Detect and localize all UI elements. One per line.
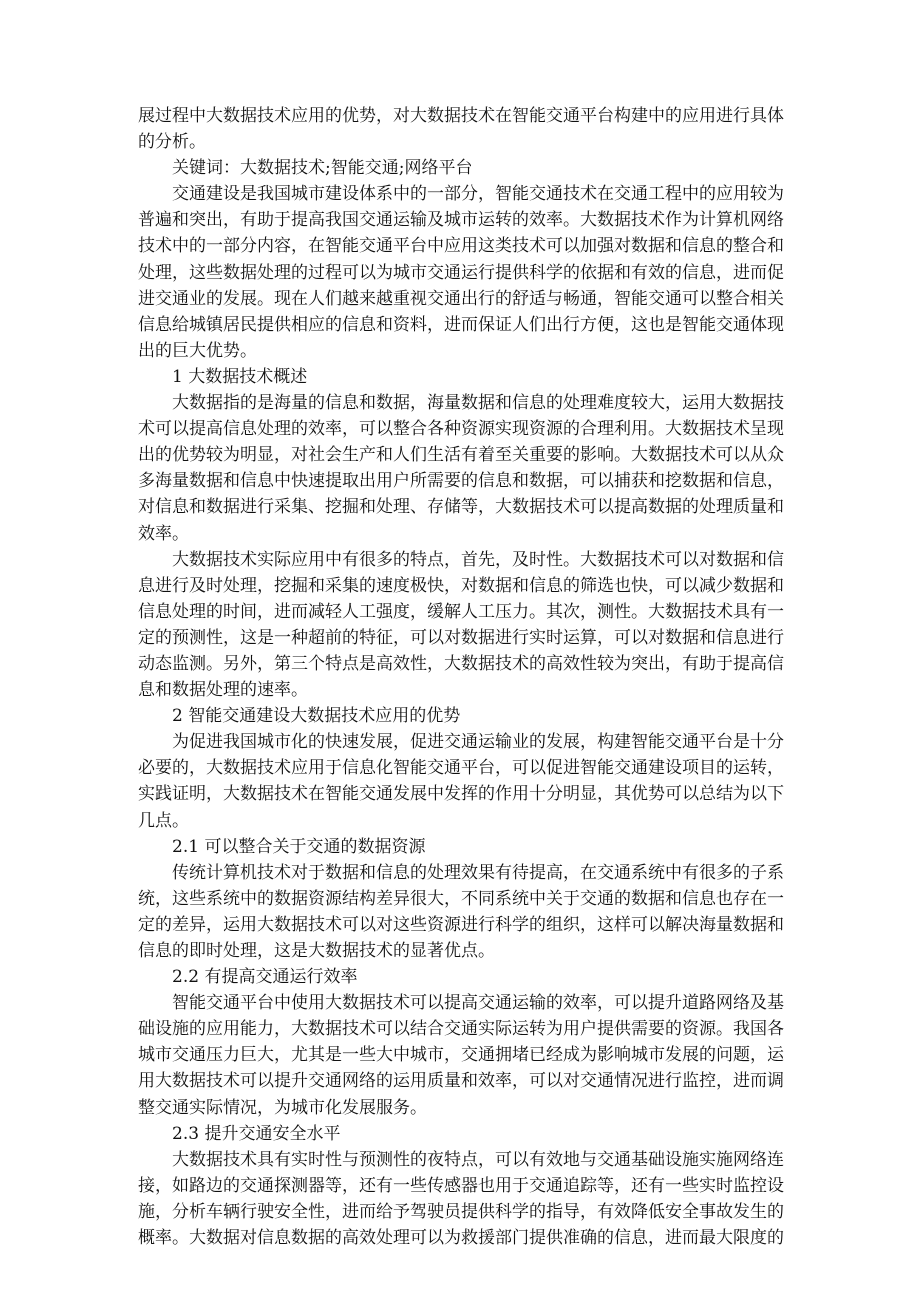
body-paragraph: 大数据技术实际应用中有很多的特点，首先，及时性。大数据技术可以对数据和信息进行及时处理，挖掘和采集的速度极快，对数据和信息的筛选也快，可以减少数据和信息处理的时间，进而减轻人工强度，缓解人工压力。其次，测性。大数据技术具有一定的预测性，这是一种超前的特征，可以对数据进行实时运算，可以对数据和信息进行动态监测。另外，第三个特点是高效性，大数据技术的高效性较为突出，有助于提高信息和数据处理的速率。 — [138, 549, 784, 701]
body-paragraph: 为促进我国城市化的快速发展，促进交通运输业的发展，构建智能交通平台是十分必要的，大数据技术应用于信息化智能交通平台，可以促进智能交通建设项目的运转，实践证明，大数据技术在智能交通发展中发挥的作用十分明显，其优势可以总结为以下几点。 — [138, 732, 784, 831]
section-heading-1: 1 大数据技术概述 — [172, 366, 308, 387]
document-page — [138, 103, 784, 1251]
body-paragraph: 交通建设是我国城市建设体系中的一部分，智能交通技术在交通工程中的应用较为普遍和突出，有助于提高我国交通运输及城市运转的效率。大数据技术作为计算机网络技术中的一部分内容，在智能交通平台中应用这类技术可以加强对数据和信息的整合和处理，这些数据处理的过程可以为城市交通运行提供科学的依据和有效的信息，进而促进交通业的发展。现在人们越来越重视交通出行的舒适与畅通，智能交通可以整合相关信息给城镇居民提供相应的信息和资料，进而保证人们出行方便，这也是智能交通体现出的巨大优势。 — [138, 184, 784, 361]
body-paragraph: 传统计算机技术对于数据和信息的处理效果有待提高，在交通系统中有很多的子系统，这些系统中的数据资源结构差异很大，不同系统中关于交通的数据和信息也存在一定的差异，运用大数据技术可以对这些资源进行科学的组织，这样可以解决海量数据和信息的即时处理，这是大数据技术的显著优点。 — [138, 862, 784, 961]
subsection-heading-2-2: 2.2 有提高交通运行效率 — [172, 967, 358, 988]
abstract-continuation: 展过程中大数据技术应用的优势，对大数据技术在智能交通平台构建中的应用进行具体的分析。 — [138, 106, 784, 153]
body-paragraph: 大数据指的是海量的信息和数据，海量数据和信息的处理难度较大，运用大数据技术可以提高信息处理的效率，可以整合各种资源实现资源的合理利用。大数据技术呈现出的优势较为明显，对社会生产和人们生活有着至关重要的影响。大数据技术可以从众多海量数据和信息中快速提取出用户所需要的信息和数据，可以捕获和挖数据和信息，对信息和数据进行采集、挖掘和处理、存储等，大数据技术可以提高数据的处理质量和效率。 — [138, 393, 784, 544]
subsection-heading-2-3: 2.3 提升交通安全水平 — [172, 1123, 341, 1144]
body-paragraph: 大数据技术具有实时性与预测性的夜特点，可以有效地与交通基础设施实施网络连接，如路边的交通探测器等，还有一些传感器也用于交通追踪等，还有一些实时监控设施，分析车辆行驶安全性，进而给予驾驶员提供科学的指导，有效降低安全事故发生的概率。大数据对信息数据的高效处理可以为救援部门提供准确的信息，进而最大限度的 — [138, 1149, 784, 1249]
keywords-line: 关键词：大数据技术;智能交通;网络平台 — [172, 158, 473, 179]
section-heading-2: 2 智能交通建设大数据技术应用的优势 — [172, 706, 461, 727]
body-paragraph: 智能交通平台中使用大数据技术可以提高交通运输的效率，可以提升道路网络及基础设施的应用能力，大数据技术可以结合交通实际运转为用户提供需要的资源。我国各城市交通压力巨大，尤其是一些大中城市，交通拥堵已经成为影响城市发展的问题，运用大数据技术可以提升交通网络的运用质量和效率，可以对交通情况进行监控，进而调整交通实际情况，为城市化发展服务。 — [138, 993, 784, 1118]
subsection-heading-2-1: 2.1 可以整合关于交通的数据资源 — [172, 836, 426, 857]
